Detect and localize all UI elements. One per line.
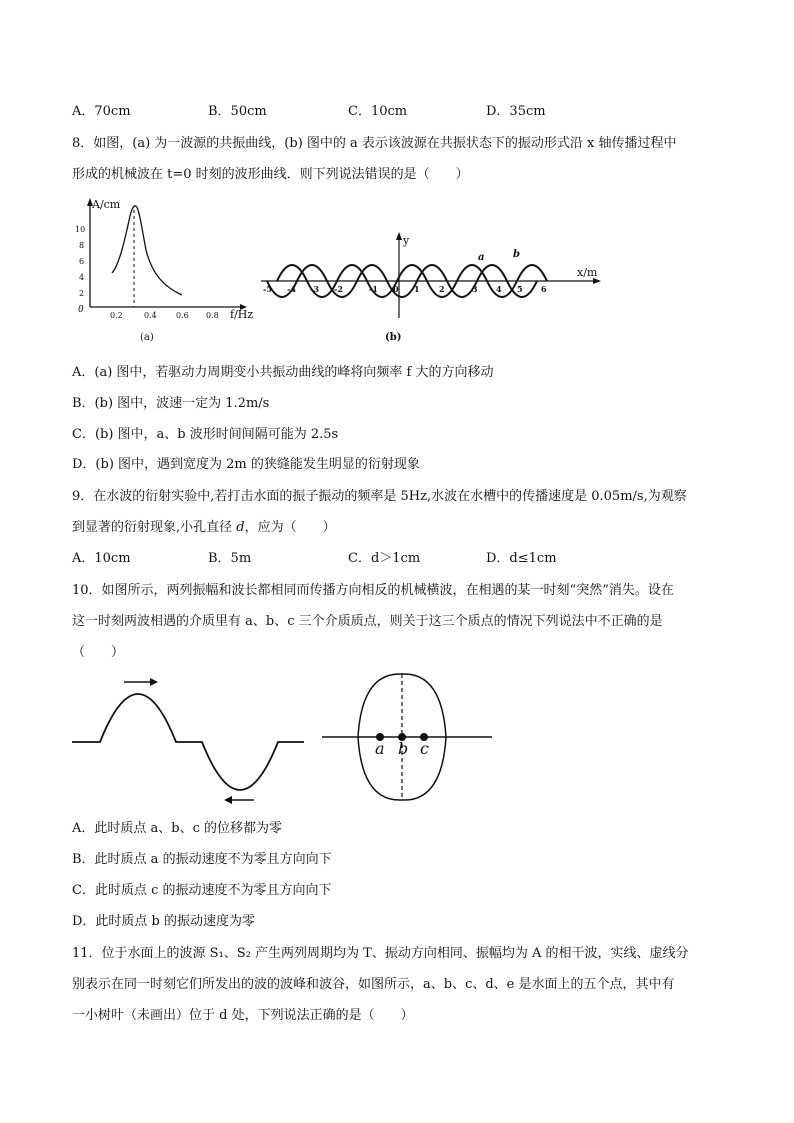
- q11-stem-line1: 11．位于水面上的波源 S₁、S₂ 产生两列周期均为 T、振动方向相同、振幅均为 A 的相干波，实线、虚线分: [72, 946, 689, 961]
- q7-option-c[interactable]: C．10cm: [348, 104, 408, 119]
- q9-option-a[interactable]: A．10cm: [72, 551, 131, 566]
- q8-figure-a: [72, 194, 272, 344]
- fig-b-xtick: -2: [334, 284, 343, 294]
- fig-a-origin: 0: [78, 305, 84, 315]
- q11-stem-line2: 别表示在同一时刻它们所发出的波的波峰和波谷，如图所示，a、b、c、d、e 是水面上的五个点，其中有: [72, 977, 675, 992]
- q7-option-b[interactable]: B．50cm: [208, 104, 267, 119]
- fig-b-xtick: -5: [263, 284, 272, 294]
- q10-option-c[interactable]: C．此时质点 c 的振动速度不为零且方向向下: [72, 883, 332, 898]
- fig-a-ytick: 6: [79, 257, 85, 266]
- q7-option-a[interactable]: A．70cm: [72, 104, 131, 119]
- fig-b-x-label: x/m: [577, 266, 598, 279]
- q8-stem-line2: 形成的机械波在 t=0 时刻的波形曲线．则下列说法错误的是（ ）: [72, 167, 469, 182]
- q9-stem-line2: 到显著的衍射现象,小孔直径 d，应为（ ）: [72, 520, 336, 535]
- fig-b-caption: (b): [385, 332, 402, 343]
- fig-b-xtick: -1: [369, 284, 378, 294]
- q9-option-d[interactable]: D．d≤1cm: [486, 551, 557, 566]
- q8-option-c[interactable]: C．(b) 图中，a、b 波形时间间隔可能为 2.5s: [72, 427, 339, 442]
- fig-a-xtick: 0.8: [206, 311, 219, 320]
- fig-b-wave-a-label: a: [478, 252, 485, 263]
- q7-option-d[interactable]: D．35cm: [486, 104, 546, 119]
- q10-figure-pulses: [72, 672, 307, 812]
- fig-a-resonance-curve: [112, 206, 182, 295]
- fig-b-y-arrow: [396, 232, 402, 240]
- fig-b-xtick: 4: [496, 284, 502, 294]
- q8-option-a[interactable]: A．(a) 图中，若驱动力周期变小共振动曲线的峰将向频率 f 大的方向移动: [72, 365, 494, 380]
- fig-a-ytick: 10: [75, 225, 86, 234]
- q10-figure-superposition: [322, 672, 494, 802]
- fig-b-xtick: -4: [287, 284, 296, 294]
- fig-a-xtick: 0.6: [176, 311, 189, 320]
- fig-a-ytick: 2: [79, 289, 85, 298]
- fig-a-xtick: 0.2: [110, 311, 123, 320]
- fig-b-xtick: 5: [517, 284, 523, 294]
- q10-option-d[interactable]: D．此时质点 b 的振动速度为零: [72, 914, 256, 929]
- q10-right-arrow-head: [150, 678, 158, 686]
- fig-b-xtick: 2: [439, 284, 445, 294]
- q8-figure-b: [255, 228, 610, 344]
- q8-option-b[interactable]: B．(b) 图中，波速一定为 1.2m/s: [72, 396, 270, 411]
- fig-a-xtick: 0.4: [144, 311, 157, 320]
- q9-stem-line1: 9．在水波的衍射实验中,若打击水面的振子振动的频率是 5Hz,水波在水槽中的传播速度是 0.05m/s,为观察: [72, 489, 687, 504]
- q10-label-b: b: [398, 739, 409, 758]
- q11-stem-line3: 一小树叶（未画出）位于 d 处，下列说法正确的是（ ）: [72, 1008, 414, 1023]
- q10-stem-line2: 这一时刻两波相遇的介质里有 a、b、c 三个介质质点，则关于这三个质点的情况下列说法中不正确的是: [72, 614, 663, 629]
- q10-stem-line3: （ ）: [72, 645, 125, 660]
- fig-a-y-label: A/cm: [92, 198, 121, 211]
- fig-b-origin: 0: [393, 284, 399, 294]
- fig-b-xtick: 1: [414, 284, 420, 294]
- q8-stem-line1: 8．如图，(a) 为一波源的共振曲线，(b) 图中的 a 表示该波源在共振状态下的振动形式沿 x 轴传播过程中: [72, 136, 677, 151]
- q8-option-d[interactable]: D．(b) 图中，遇到宽度为 2m 的狭缝能发生明显的衍射现象: [72, 457, 420, 472]
- q9-option-b[interactable]: B．5m: [208, 551, 252, 566]
- fig-b-wave-b-label: b: [513, 249, 520, 260]
- q10-stem-line1: 10．如图所示，两列振幅和波长都相同而传播方向相反的机械横波，在相遇的某一时刻“突然”消失。设在: [72, 583, 674, 598]
- q10-pulse-waves: [72, 694, 304, 790]
- q10-option-b[interactable]: B．此时质点 a 的振动速度不为零且方向向下: [72, 852, 332, 867]
- fig-b-y-label: y: [403, 234, 410, 247]
- fig-a-ytick: 8: [79, 241, 85, 250]
- fig-a-caption: (a): [140, 332, 154, 343]
- q10-label-a: a: [375, 739, 385, 758]
- q10-label-c: c: [420, 739, 429, 758]
- fig-a-ytick: 4: [79, 273, 85, 282]
- fig-b-xtick: -3: [310, 284, 319, 294]
- q10-option-a[interactable]: A．此时质点 a、b、c 的位移都为零: [72, 821, 283, 836]
- fig-a-x-label: f/Hz: [230, 308, 254, 321]
- q9-option-c[interactable]: C．d＞1cm: [348, 551, 421, 566]
- fig-b-xtick: 6: [541, 284, 547, 294]
- q10-left-arrow-head: [224, 796, 232, 804]
- fig-b-xtick: 3: [472, 284, 478, 294]
